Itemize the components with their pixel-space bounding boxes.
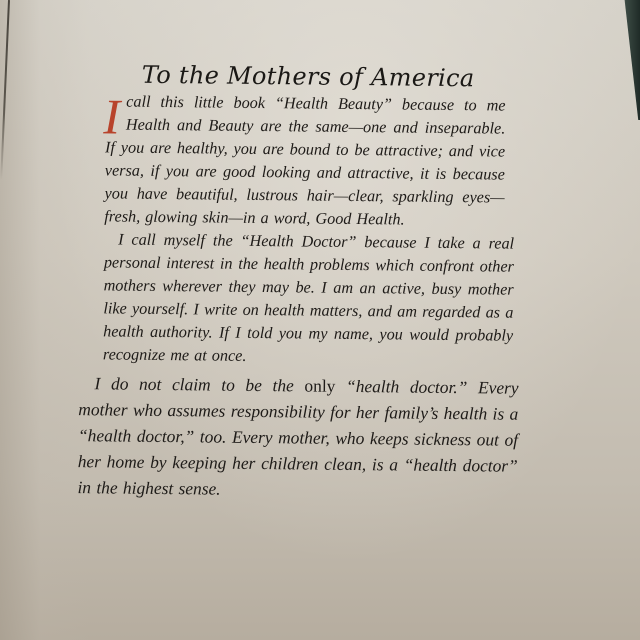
paragraph-1-text: call this little book “Health Beauty” because to me Health and Beauty are the same—one and inseparable. If you are healthy, you are bound to be attractive; and vice versa, if you are good looking and attractive, it is because you have beautiful, lustrous hair—clear, sparkling eyes—fresh, glowing skin—in a word, Good Health. [104,92,506,229]
drop-cap: I [103,88,121,145]
book-cover-edge [618,0,640,120]
paragraph-3 [77,370,518,505]
paragraph-3-rest: “health doctor.” Every mother who assumes responsibility for her family’s health is a “health doctor,” too. Every mother, who keeps sickness out of her home by keeping her children clean, is a “health doctor” in the highest sense. [77,375,519,499]
paragraph-3-lead: I do not claim to be the [94,373,305,396]
page-gutter-crease [0,0,10,180]
paragraph-1 [104,90,505,232]
page-content [63,60,538,505]
paragraph-3-emphasis: only [304,375,336,396]
page-title: To the Mothers of America [141,60,475,93]
paragraph-2: I call myself the “Health Doctor” because I take a real personal interest in the health problems which confront other mothers wherever they may be. I am an active, busy mother like yourself. I write on health matters, and am regarded as a health authority. If I told you my name, you would probably recognize me at once. [102,230,515,365]
